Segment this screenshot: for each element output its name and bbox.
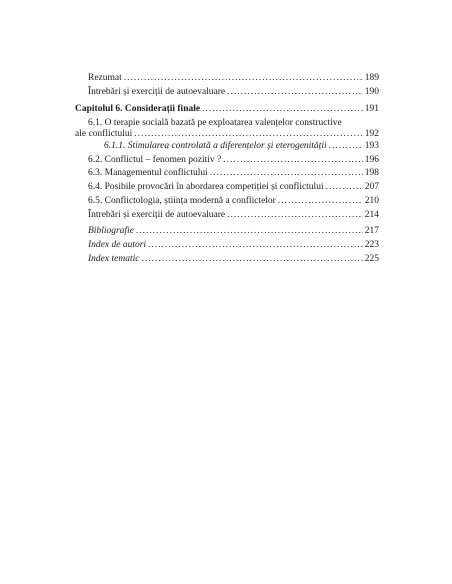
toc-entry-page: 192 <box>364 129 379 139</box>
toc-entry-rezumat <box>88 72 379 84</box>
toc-entry-page: 196 <box>364 155 379 165</box>
toc-entry-label: ale conflictului <box>75 129 133 139</box>
toc-entry-label: Rezumat <box>88 73 122 83</box>
toc-entry-label: Întrebări și exerciții de autoevaluare <box>88 87 226 97</box>
dot-leader <box>329 140 363 152</box>
dot-leader <box>223 154 363 166</box>
dot-leader <box>202 103 363 115</box>
toc-entry-intrebari-2 <box>88 209 379 221</box>
toc-entry-label: 6.4. Posibile provocări în abordarea competiției și conflictului <box>88 182 324 192</box>
dot-leader <box>227 209 363 221</box>
toc-entry-label: Bibliografie <box>88 226 134 236</box>
chapter-title: Capitolul 6. Considerații finale <box>75 104 201 114</box>
toc-entry-6-3 <box>88 167 379 179</box>
dot-leader <box>141 253 362 265</box>
dot-leader <box>134 128 363 140</box>
dot-leader <box>227 86 363 98</box>
toc-entry-page: 189 <box>364 73 379 83</box>
toc-entry-6-1-line1: 6.1. O terapie socială bazată pe exploatarea valențelor constructive <box>88 118 342 128</box>
dot-leader <box>326 181 363 193</box>
toc-entry-6-1 <box>75 128 379 140</box>
toc-entry-label: Întrebări și exerciții de autoevaluare <box>88 210 226 220</box>
toc-entry-index-autori <box>88 239 379 251</box>
dot-leader <box>278 195 363 207</box>
toc-entry-page: 214 <box>364 210 379 220</box>
dot-leader <box>136 225 363 237</box>
toc-entry-page: 217 <box>364 226 379 236</box>
toc-entry-label: Index de autori <box>88 240 147 250</box>
toc-entry-6-5 <box>88 195 379 207</box>
toc-entry-page: 225 <box>364 254 379 264</box>
toc-entry-page: 223 <box>364 240 379 250</box>
toc-entry-page: 210 <box>364 196 379 206</box>
dot-leader <box>148 239 363 251</box>
toc-entry-label: 6.1.1. Stimularea controlată a diferențelor și eterogenității <box>104 141 327 151</box>
toc-entry-page: 190 <box>364 87 379 97</box>
toc-entry-bibliografie <box>88 225 379 237</box>
toc-entry-page: 198 <box>364 168 379 178</box>
toc-entry-intrebari-1 <box>88 86 379 98</box>
toc-entry-capitolul-6 <box>75 103 379 115</box>
dot-leader <box>210 167 363 179</box>
toc-entry-index-tematic <box>88 253 379 265</box>
toc-entry-6-4 <box>88 181 379 193</box>
toc-entry-page: 207 <box>364 182 379 192</box>
toc-entry-label: 6.5. Conflictologia, știința modernă a conflictelor <box>88 196 276 206</box>
toc-entry-label: Index tematic <box>88 254 140 264</box>
toc-entry-page: 193 <box>364 141 379 151</box>
toc-entry-6-1-1 <box>104 140 379 152</box>
toc-entry-page: 191 <box>364 104 379 114</box>
toc-entry-6-2 <box>88 154 379 166</box>
toc-entry-label: 6.2. Conflictul – fenomen pozitiv ? <box>88 155 222 165</box>
toc-entry-label: 6.3. Managementul conflictului <box>88 168 208 178</box>
dot-leader <box>124 72 363 84</box>
